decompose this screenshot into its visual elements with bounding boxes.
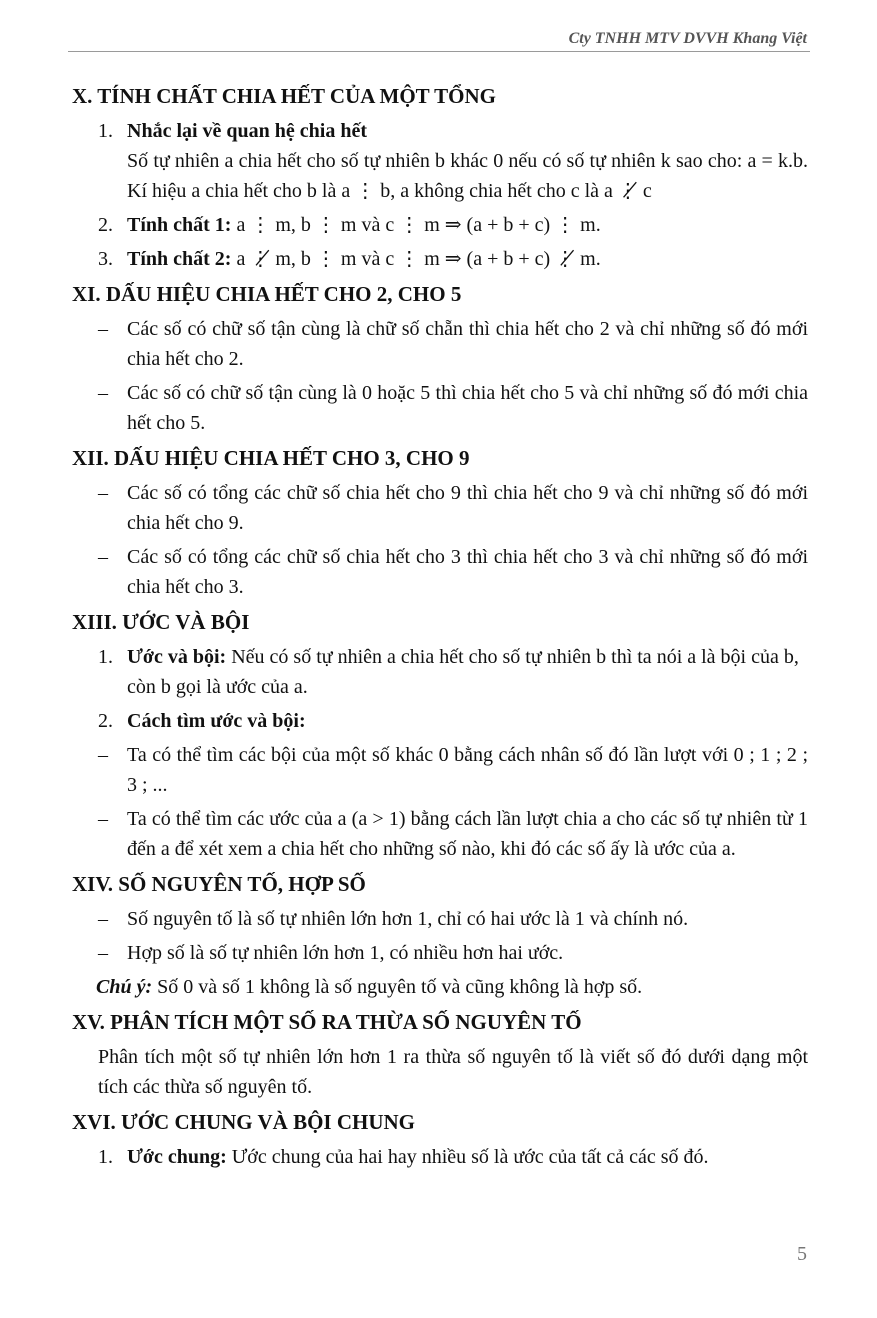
item-number: 2.	[98, 710, 113, 732]
section-heading: XVI. ƯỚC CHUNG VÀ BỘI CHUNG	[72, 1110, 416, 1134]
item-number: 2.	[98, 214, 113, 236]
item-title: Nhắc lại về quan hệ chia hết	[127, 120, 368, 142]
note	[72, 972, 808, 1002]
numbered-item	[72, 116, 808, 146]
dash-bullet: –	[98, 744, 108, 766]
list-item-text: Các số có tổng các chữ số chia hết cho 3 thì chia hết cho 3 và chỉ những số đó mới chia hết cho 3.	[127, 546, 808, 598]
item-title: Ước và bội:	[127, 646, 227, 668]
section-heading: X. TÍNH CHẤT CHIA HẾT CỦA MỘT TỔNG	[72, 84, 496, 108]
list-item-text: Các số có chữ số tận cùng là 0 hoặc 5 thì chia hết cho 5 và chỉ những số đó mới chia hết cho 5.	[127, 382, 808, 434]
numbered-item	[72, 1142, 808, 1172]
numbered-item	[72, 210, 808, 240]
item-title: Tính chất 2:	[127, 248, 232, 270]
list-item-text: Ta có thể tìm các ước của a (a > 1) bằng cách lần lượt chia a cho các số tự nhiên từ 1 đến a để xét xem a chia hết cho những số nào, khi đó các số ấy là ước của a.	[127, 808, 808, 860]
item-title: Ước chung:	[127, 1146, 227, 1168]
section-heading: XV. PHÂN TÍCH MỘT SỐ RA THỪA SỐ NGUYÊN TỐ	[72, 1010, 582, 1034]
page-number: 5	[797, 1243, 807, 1265]
section-heading: XIV. SỐ NGUYÊN TỐ, HỢP SỐ	[72, 872, 366, 896]
header-rule	[68, 51, 810, 52]
list-item	[72, 478, 808, 538]
item-text: a ⋮̸ m, b ⋮ m và c ⋮ m ⇒ (a + b + c) ⋮̸ m.	[231, 248, 601, 270]
list-item-text: Hợp số là số tự nhiên lớn hơn 1, có nhiều hơn hai ước.	[127, 942, 564, 964]
list-item-text: Các số có chữ số tận cùng là chữ số chẵn thì chia hết cho 2 và chỉ những số đó mới chia hết cho 2.	[127, 318, 808, 370]
dash-bullet: –	[98, 318, 108, 340]
item-text: Nếu có số tự nhiên a chia hết cho số tự nhiên b thì ta nói a là bội của b, còn b gọi là ước của a.	[127, 646, 799, 698]
item-text: Ước chung của hai hay nhiều số là ước của tất cả các số đó.	[226, 1146, 709, 1168]
dash-bullet: –	[98, 942, 108, 964]
note-label: Chú ý:	[96, 976, 153, 998]
list-item	[72, 314, 808, 374]
dash-bullet: –	[98, 482, 108, 504]
list-item	[72, 938, 808, 968]
item-number: 1.	[98, 1146, 113, 1168]
list-item	[72, 804, 808, 864]
page-header: Cty TNHH MTV DVVH Khang Việt	[568, 30, 807, 47]
section-heading: XIII. ƯỚC VÀ BỘI	[72, 610, 250, 634]
dash-bullet: –	[98, 546, 108, 568]
section-heading: XI. DẤU HIỆU CHIA HẾT CHO 2, CHO 5	[72, 282, 462, 306]
list-item	[72, 542, 808, 602]
paragraph: Số tự nhiên a chia hết cho số tự nhiên b khác 0 nếu có số tự nhiên k sao cho: a = k.b. Kí hiệu a chia hết cho b là a ⋮ b, a không chia hết cho c là a ⋮̸ c	[127, 150, 808, 202]
section-heading: XII. DẤU HIỆU CHIA HẾT CHO 3, CHO 9	[72, 446, 470, 470]
item-number: 1.	[98, 120, 113, 142]
list-item	[72, 904, 808, 934]
numbered-item	[72, 642, 808, 702]
dash-bullet: –	[98, 808, 108, 830]
item-text: a ⋮ m, b ⋮ m và c ⋮ m ⇒ (a + b + c) ⋮ m.	[231, 214, 601, 236]
list-item-text: Số nguyên tố là số tự nhiên lớn hơn 1, chỉ có hai ước là 1 và chính nó.	[127, 908, 689, 930]
list-item-text: Ta có thể tìm các bội của một số khác 0 bằng cách nhân số đó lần lượt với 0 ; 1 ; 2 ; 3 ; ...	[127, 744, 808, 796]
list-item	[72, 740, 808, 800]
item-title: Tính chất 1:	[127, 214, 232, 236]
item-number: 3.	[98, 248, 113, 270]
dash-bullet: –	[98, 908, 108, 930]
item-title: Cách tìm ước và bội:	[127, 710, 306, 732]
item-number: 1.	[98, 646, 113, 668]
numbered-item	[72, 244, 808, 274]
numbered-item	[72, 706, 808, 736]
dash-bullet: –	[98, 382, 108, 404]
list-item-text: Các số có tổng các chữ số chia hết cho 9 thì chia hết cho 9 và chỉ những số đó mới chia hết cho 9.	[127, 482, 808, 534]
list-item	[72, 378, 808, 438]
paragraph: Phân tích một số tự nhiên lớn hơn 1 ra thừa số nguyên tố là viết số đó dưới dạng một tích các thừa số nguyên tố.	[98, 1046, 808, 1098]
page-body	[72, 80, 808, 1176]
note-text: Số 0 và số 1 không là số nguyên tố và cũng không là hợp số.	[152, 976, 643, 998]
